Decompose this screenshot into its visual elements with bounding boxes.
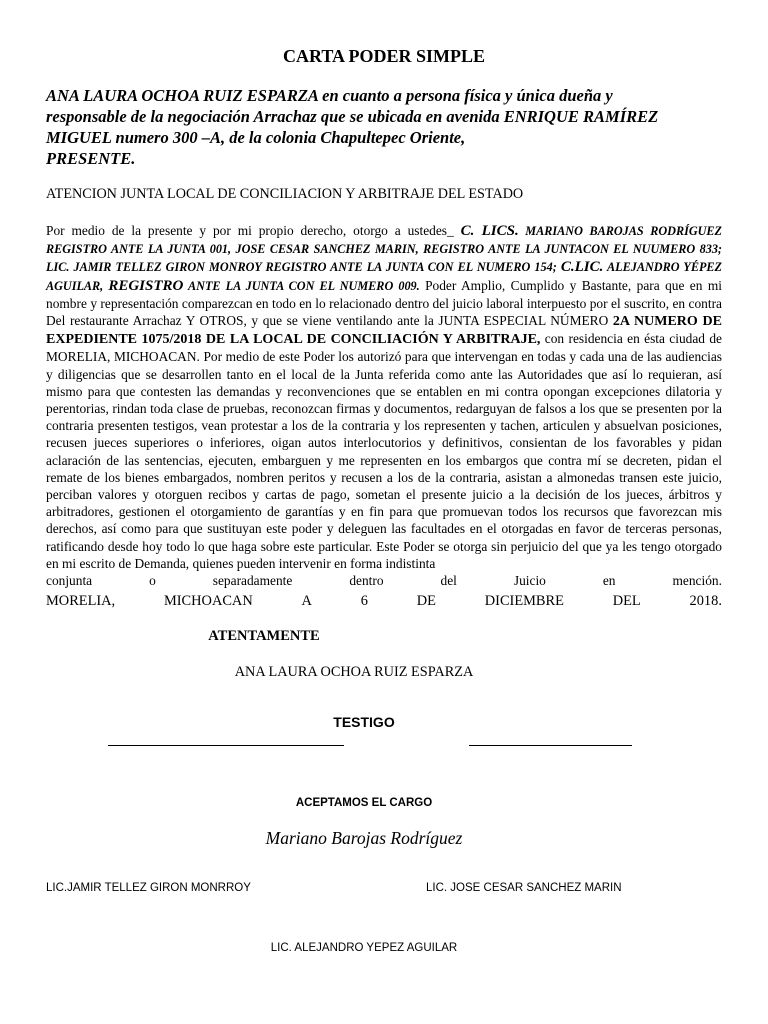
date-word: DE bbox=[416, 593, 436, 609]
body-text: Poder Amplio, Cumplido y Bastante, para que en mi nombre y representación comparezcan en todo en lo relacionado dentro del juicio laboral interpuesto por el suscrito, en contra Del restaurante Arrachaz Y OTROS, y que se viene ventilando ante la JUNTA ESPECIAL NÚMERO bbox=[46, 277, 722, 329]
signature-name: Mariano Barojas Rodríguez bbox=[265, 828, 463, 848]
body-emphasis: C.LIC. bbox=[560, 259, 604, 276]
body-emphasis: REGISTRO bbox=[108, 277, 184, 294]
body-word: separadamente bbox=[212, 573, 293, 589]
body-word: en bbox=[602, 573, 616, 589]
body-emphasis: MARIANO BAROJAS RODRÍGUEZ REGISTRO ANTE LA JUNTA 001, JOSE CESAR SANCHEZ MARIN, REGISTRO ANTE LA JUNTACON EL NUUMERO 833; LIC. JAMIR TELLEZ GIRON MONROY REGISTRO ANTE LA JUNTA CON EL NUMERO 154; bbox=[46, 224, 722, 275]
body-word: o bbox=[149, 573, 156, 589]
lawyer-name-bottom: LIC. ALEJANDRO YEPEZ AGUILAR bbox=[270, 942, 458, 954]
addressee-block bbox=[46, 85, 722, 169]
date-word: DICIEMBRE bbox=[484, 593, 564, 609]
witness-signature-line bbox=[108, 745, 344, 746]
date-word: DEL bbox=[612, 593, 641, 609]
body-emphasis: ANTE LA JUNTA CON EL NUMERO 009. bbox=[183, 278, 420, 293]
date-word: 2018. bbox=[689, 593, 722, 609]
body-word: dentro bbox=[349, 573, 384, 589]
addressee-line: PRESENTE. bbox=[46, 149, 136, 168]
date-word: MICHOACAN bbox=[163, 593, 253, 609]
accept-heading: ACEPTAMOS EL CARGO bbox=[295, 797, 433, 809]
body-word: conjunta bbox=[46, 573, 93, 589]
closing-text: ATENTAMENTE bbox=[208, 628, 320, 644]
body-emphasis: C. LICS. bbox=[460, 223, 519, 239]
lawyer-name-left: LIC.JAMIR TELLEZ GIRON MONRROY bbox=[46, 882, 251, 894]
body-word: Juicio bbox=[513, 573, 546, 589]
body-emphasis: 2A NUMERO DE EXPEDIENTE 1075/2018 DE LA LOCAL DE CONCILIACIÓN Y ARBITRAJE, bbox=[46, 314, 723, 348]
date-line bbox=[46, 593, 722, 610]
document-title: CARTA PODER SIMPLE bbox=[282, 46, 486, 66]
body-emphasis: ALEJANDRO YÉPEZ AGUILAR, bbox=[46, 260, 722, 293]
body-word: del bbox=[440, 573, 457, 589]
addressee-line: ANA LAURA OCHOA RUIZ ESPARZA en cuanto a persona física y única dueña y bbox=[46, 86, 613, 105]
body-last-line bbox=[46, 572, 722, 589]
lawyer-name-right: LIC. JOSE CESAR SANCHEZ MARIN bbox=[426, 882, 622, 894]
document-page bbox=[46, 0, 722, 1024]
body-word: mención. bbox=[672, 573, 722, 589]
body-text: con residencia en ésta ciudad de MORELIA, MICHOACAN. Por medio de este Poder los autorizó para que intervengan en todas y cada una de las audiencias y diligencias que se desarrollen tanto en el local de la Junta referida como ante las Autoridades que así lo requieran, así mismo para que contesten las demandas y reconvenciones que se entablen en mi contra opongan excepciones dilatoria y perentorias, rindan toda clase de pruebas, reconozcan firmas y documentos, redarguyan de falsos a los que se presenten por la contraria presenten testigos, vean protestar a los de la contraria y los representen y tachen, articulen y absuelvan posiciones, recusen jueces superiores o inferiores, oigan autos interlocutorios y definitivos, consientan de los favorables y pidan aclaración de las sentencias, ejecuten, embarguen y me representen en los embargos que contra mí se decreten, pidan el remate de los bienes embargados, nombren peritos y recusen a los de la contraria, asistan a almonedas transen este juicio, perciban valores y otorguen recibos y cartas de pago, sometan el presente juicio a la decisión de los jueces, árbitros y arbitradores, gestionen el otorgamiento de garantías y en fin para que promuevan todos los recursos que favorezcan mis derechos, así como para que sustituyan este poder y deleguen las facultades en el otorgadas en favor de terceras personas, ratificando desde hoy todo lo que haga sobre este particular. Este Poder se otorga sin perjuicio del que ya les tengo otorgado en mi escrito de Demanda, quienes pueden intervenir en forma indistinta bbox=[46, 331, 723, 571]
date-word: A bbox=[301, 593, 312, 609]
witness-heading: TESTIGO bbox=[333, 714, 395, 730]
body-paragraph bbox=[46, 222, 722, 589]
date-word: MORELIA, bbox=[46, 593, 116, 609]
date-word: 6 bbox=[360, 593, 368, 609]
addressee-line: MIGUEL numero 300 –A, de la colonia Chapultepec Oriente, bbox=[46, 128, 466, 147]
body-text: Por medio de la presente y por mi propio derecho, otorgo a ustedes_ bbox=[46, 223, 461, 238]
addressee-line: responsable de la negociación Arrachaz que se ubicada en avenida ENRIQUE RAMÍREZ bbox=[46, 107, 659, 126]
witness-signature-line bbox=[469, 745, 632, 746]
attention-line: ATENCION JUNTA LOCAL DE CONCILIACION Y ARBITRAJE DEL ESTADO bbox=[46, 186, 524, 202]
signer-name: ANA LAURA OCHOA RUIZ ESPARZA bbox=[234, 664, 474, 680]
